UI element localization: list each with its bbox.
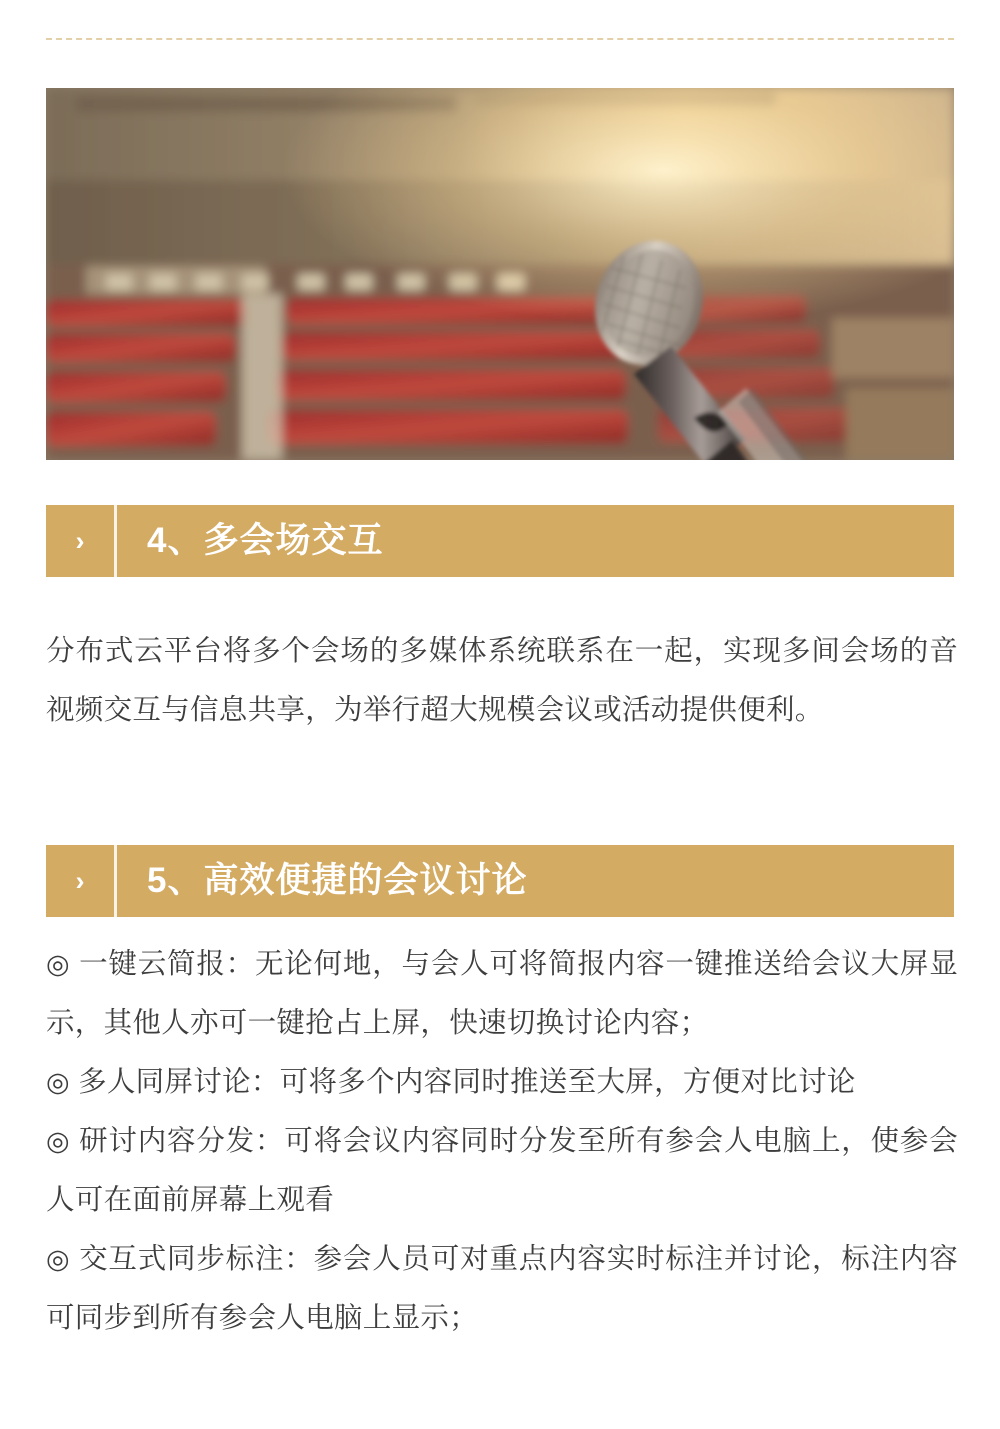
section-header-4 [46, 505, 954, 577]
section-title-5: 5、高效便捷的会议讨论 [147, 861, 528, 900]
section-4-body [46, 622, 958, 740]
list-marker-icon: ◎ [46, 1126, 71, 1156]
list-item-text: 研讨内容分发：可将会议内容同时分发至所有参会人电脑上，使参会人可在面前屏幕上观看 [46, 1125, 958, 1216]
chevron-right-icon: › [75, 865, 85, 896]
list-item [46, 1053, 958, 1112]
list-marker-icon: ◎ [46, 1067, 70, 1097]
list-marker-icon: ◎ [46, 949, 71, 979]
chevron-right-icon: › [75, 525, 85, 556]
section-title-4: 4、多会场交互 [147, 521, 384, 560]
top-dashed-divider [46, 38, 954, 40]
list-item [46, 1112, 958, 1230]
list-item [46, 1230, 958, 1348]
hero-illustration [46, 88, 954, 460]
list-item-text: 一键云简报：无论何地，与会人可将简报内容一键推送给会议大屏显示，其他人亦可一键抢占上屏，快速切换讨论内容； [46, 948, 958, 1039]
header-separator [114, 845, 117, 917]
list-marker-icon: ◎ [46, 1244, 71, 1274]
section-5-body [46, 935, 958, 1348]
header-separator [114, 505, 117, 577]
section-header-5 [46, 845, 954, 917]
list-item [46, 935, 958, 1053]
conference-hall-microphone-photo [46, 88, 954, 460]
list-item-text: 交互式同步标注：参会人员可对重点内容实时标注并讨论，标注内容可同步到所有参会人电脑上显示； [46, 1243, 958, 1334]
paragraph: 分布式云平台将多个会场的多媒体系统联系在一起，实现多间会场的音视频交互与信息共享，为举行超大规模会议或活动提供便利。 [46, 635, 958, 726]
list-item-text: 多人同屏讨论：可将多个内容同时推送至大屏，方便对比讨论 [78, 1066, 856, 1098]
